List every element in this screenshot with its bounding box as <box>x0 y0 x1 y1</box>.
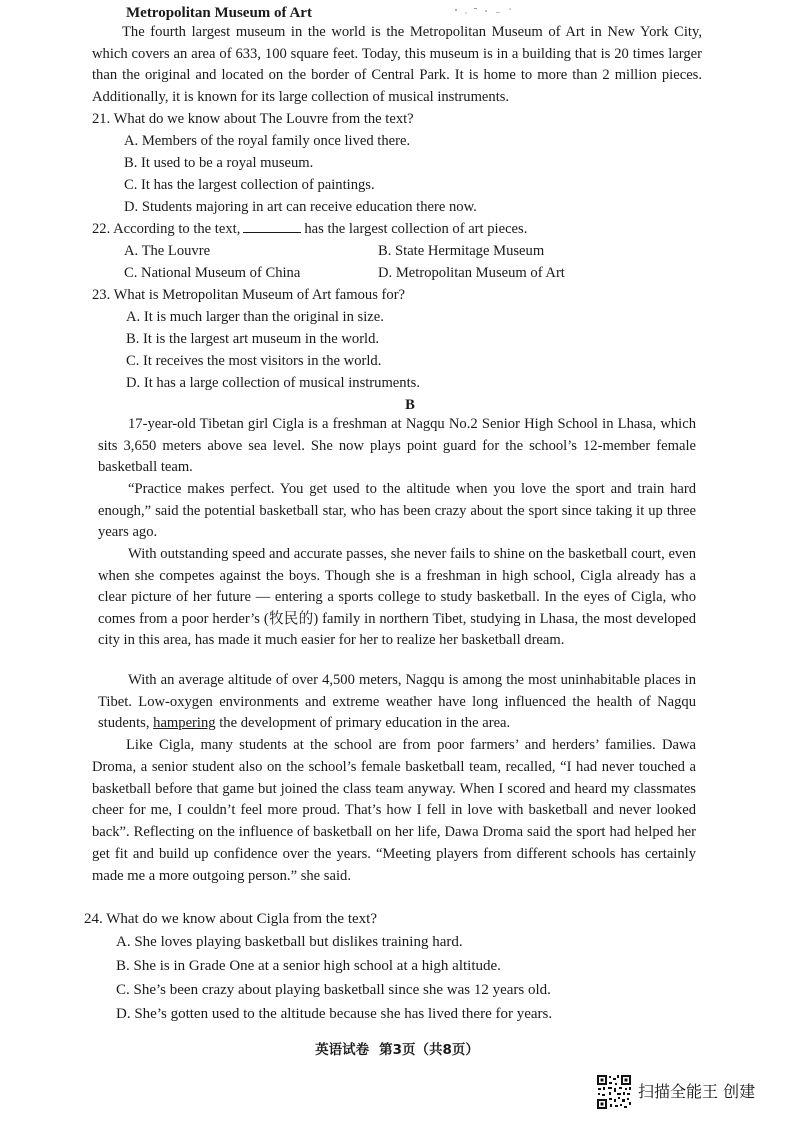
question-21-stem: 21. What do we know about The Louvre from the text? <box>92 111 414 127</box>
question-24-option-c: C. She’s been crazy about playing basketball since she was 12 years old. <box>116 982 551 998</box>
question-23-option-a: A. It is much larger than the original in size. <box>126 309 384 325</box>
question-21-option-d: D. Students majoring in art can receive education there now. <box>124 199 477 215</box>
passage-b-paragraph-2: “Practice makes perfect. You get used to the altitude when you love the sport and train hard enough,” said the potential basketball star, who has been crazy about the sport since taking it up three years ago. <box>98 481 696 541</box>
question-24-option-a: A. She loves playing basketball but dislikes training hard. <box>116 934 463 950</box>
question-21-option-b: B. It used to be a royal museum. <box>124 155 314 171</box>
question-22-option-c: C. National Museum of China <box>124 265 301 281</box>
question-22-option-d: D. Metropolitan Museum of Art <box>378 265 565 281</box>
paragraph-4-text-after: the development of primary education in the area. <box>219 715 511 732</box>
passage-b-paragraph-3: With outstanding speed and accurate passes, she never fails to shine on the basketball court, even when she competes against the boys. Though she is a freshman in high school, Cigla already has a clear picture of her future — entering a sports college to study basketball. In the eyes of Cigla, who comes from a poor herder’s (牧民的) family in northern Tibet, studying in Lhasa, the most developed city in this area, has made it much easier for her to realize her basketball dream. <box>98 546 696 649</box>
question-22-option-a: A. The Louvre <box>124 243 211 259</box>
scanner-watermark <box>596 1074 786 1110</box>
passage-b-paragraph-1: 17-year-old Tibetan girl Cigla is a freshman at Nagqu No.2 Senior High School in Lhasa, which sits 3,650 meters above sea level. She now plays point guard for the school’s 12-member female basketball team. <box>98 416 696 476</box>
museum-paragraph: The fourth largest museum in the world is the Metropolitan Museum of Art in New York City, which covers an area of 633, 100 square feet. Today, this museum is in a building that is 20 times larger than the original and located on the border of Central Park. It is home to more than 2 million pieces. Additionally, it is known for its large collection of musical instruments. <box>92 24 702 105</box>
page-footer <box>0 1041 794 1059</box>
question-22-stem-before: 22. According to the text, <box>92 221 241 237</box>
question-23-option-c: C. It receives the most visitors in the world. <box>126 353 382 369</box>
passage-b-paragraph-4 <box>98 670 696 735</box>
paragraph-4-text-before: With an average altitude of over 4,500 meters, Nagqu is among the most uninhabitable places in Tibet. Low-oxygen environments and extreme weather have long influenced the health of Nagqu students, <box>98 672 696 732</box>
question-22-stem-after: has the largest collection of art pieces. <box>304 221 528 237</box>
footer-page-number: 第3页（共8页） <box>379 1042 479 1058</box>
question-22-option-b: B. State Hermitage Museum <box>378 243 545 259</box>
question-23-option-d: D. It has a large collection of musical instruments. <box>126 375 420 391</box>
scan-noise-decoration <box>452 4 516 18</box>
museum-section-title: Metropolitan Museum of Art <box>126 5 312 21</box>
question-22-stem <box>92 218 527 240</box>
qr-code-icon <box>596 1074 632 1110</box>
question-24-option-d: D. She’s gotten used to the altitude because she has lived there for years. <box>116 1006 553 1022</box>
passage-b-paragraph-5: Like Cigla, many students at the school are from poor farmers’ and herders’ families. Dawa Droma, a senior student also on the school’s female basketball team, recalled, “I had never touched a basketball before that game but joined the class team anyway. When I scored and heard my classmates cheer for me, I couldn’t feel more proud. That’s how I fell in love with basketball and never looked back”. Reflecting on the influence of basketball on her life, Dawa Droma said the sport had helped her get fit and build up confidence over the years. “Meeting players from different schools has certainly made me a more outgoing person.” she said. <box>92 737 696 884</box>
question-21-option-c: C. It has the largest collection of paintings. <box>124 177 375 193</box>
question-22-blank <box>243 218 301 233</box>
question-21-option-a: A. Members of the royal family once lived there. <box>124 133 411 149</box>
underlined-word-hampering: hampering <box>153 715 216 732</box>
footer-subject: 英语试卷 <box>315 1042 370 1058</box>
passage-b-label: B <box>405 397 415 413</box>
question-24-stem: 24. What do we know about Cigla from the text? <box>84 911 377 927</box>
question-24-option-b: B. She is in Grade One at a senior high school at a high altitude. <box>116 958 501 974</box>
question-23-stem: 23. What is Metropolitan Museum of Art famous for? <box>92 287 406 303</box>
scanner-label: 扫描全能王 创建 <box>638 1082 756 1101</box>
question-23-option-b: B. It is the largest art museum in the world. <box>126 331 380 347</box>
